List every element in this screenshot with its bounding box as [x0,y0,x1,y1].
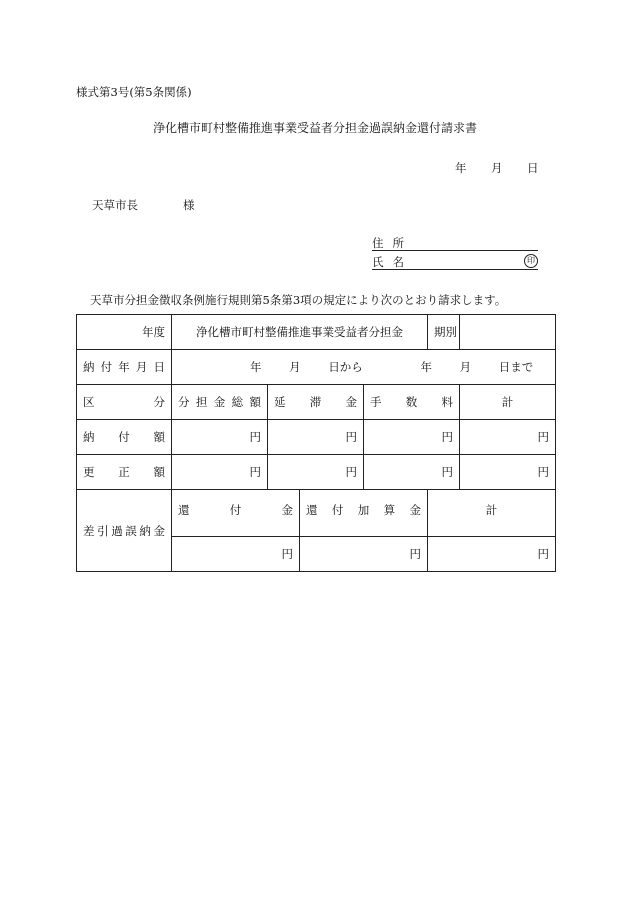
form-number: 様式第3号(第5条関係) [76,85,192,99]
date-month-label: 月 [491,161,503,175]
fiscal-year-label: 年度 [77,315,172,350]
period-label: 期別 [428,315,460,350]
corrected-late-fee-field[interactable]: 円 [268,455,364,490]
payment-from-day: 日から [328,360,363,374]
paid-late-fee-field[interactable]: 円 [268,420,364,455]
col-total-amount-header: 分 担 金 総 額 [172,385,268,420]
address-label: 住所 [372,236,413,250]
table-row-paid [77,420,556,455]
document-title: 浄化槽市町村整備推進事業受益者分担金過誤納金還付請求書 [152,121,477,135]
refund-label-cell: 差 引 過 誤 納 金 [77,490,172,572]
col-fee-header: 手 数 料 [364,385,460,420]
name-label: 氏名 [372,255,413,269]
table-row-fiscal [77,315,556,350]
payment-date-range-field[interactable] [172,350,556,385]
category-label-cell: 区 分 [77,385,172,420]
table-row-payment-period [77,350,556,385]
statement-text: 天草市分担金徴収条例施行規則第5条第3項の規定により次のとおり請求します。 [90,293,507,307]
refund-sum-field[interactable]: 円 [428,537,556,572]
corrected-total-field[interactable]: 円 [172,455,268,490]
col-late-fee-header: 延 滞 金 [268,385,364,420]
date-year-label: 年 [455,161,467,175]
payment-date-label-cell: 納 付 年 月 日 [77,350,172,385]
payment-from-month: 月 [289,360,301,374]
table-row-header [77,385,556,420]
refund-sum-header: 計 [428,490,556,537]
table-row-corrected [77,455,556,490]
corrected-label-cell: 更 正 額 [77,455,172,490]
refund-amount-field[interactable]: 円 [172,537,300,572]
payment-until-day: 日まで [498,360,534,374]
payment-until-month: 月 [459,360,472,374]
claim-table [76,314,556,572]
paid-sum-field[interactable]: 円 [460,420,556,455]
table-row-refund-header [77,490,556,537]
corrected-fee-field[interactable]: 円 [364,455,460,490]
refund-interest-header: 還 付 加 算 金 [300,490,428,537]
period-value-field[interactable] [460,315,556,350]
applicant-name-field[interactable] [372,254,538,270]
col-sum-header: 計 [460,385,556,420]
honorific: 様 [183,198,195,212]
refund-interest-field[interactable]: 円 [300,537,428,572]
refund-amount-header: 還 付 金 [172,490,300,537]
date-day-label: 日 [527,161,539,175]
paid-fee-field[interactable]: 円 [364,420,460,455]
payment-from-year: 年 [250,360,262,374]
payment-until-year: 年 [420,360,432,374]
applicant-address-field[interactable] [372,235,538,251]
corrected-sum-field[interactable]: 円 [460,455,556,490]
paid-total-field[interactable]: 円 [172,420,268,455]
paid-label-cell: 納 付 額 [77,420,172,455]
fiscal-item-name: 浄化槽市町村整備推進事業受益者分担金 [172,315,428,350]
addressee: 天草市長 [92,198,138,212]
seal-icon: 印 [524,254,538,268]
